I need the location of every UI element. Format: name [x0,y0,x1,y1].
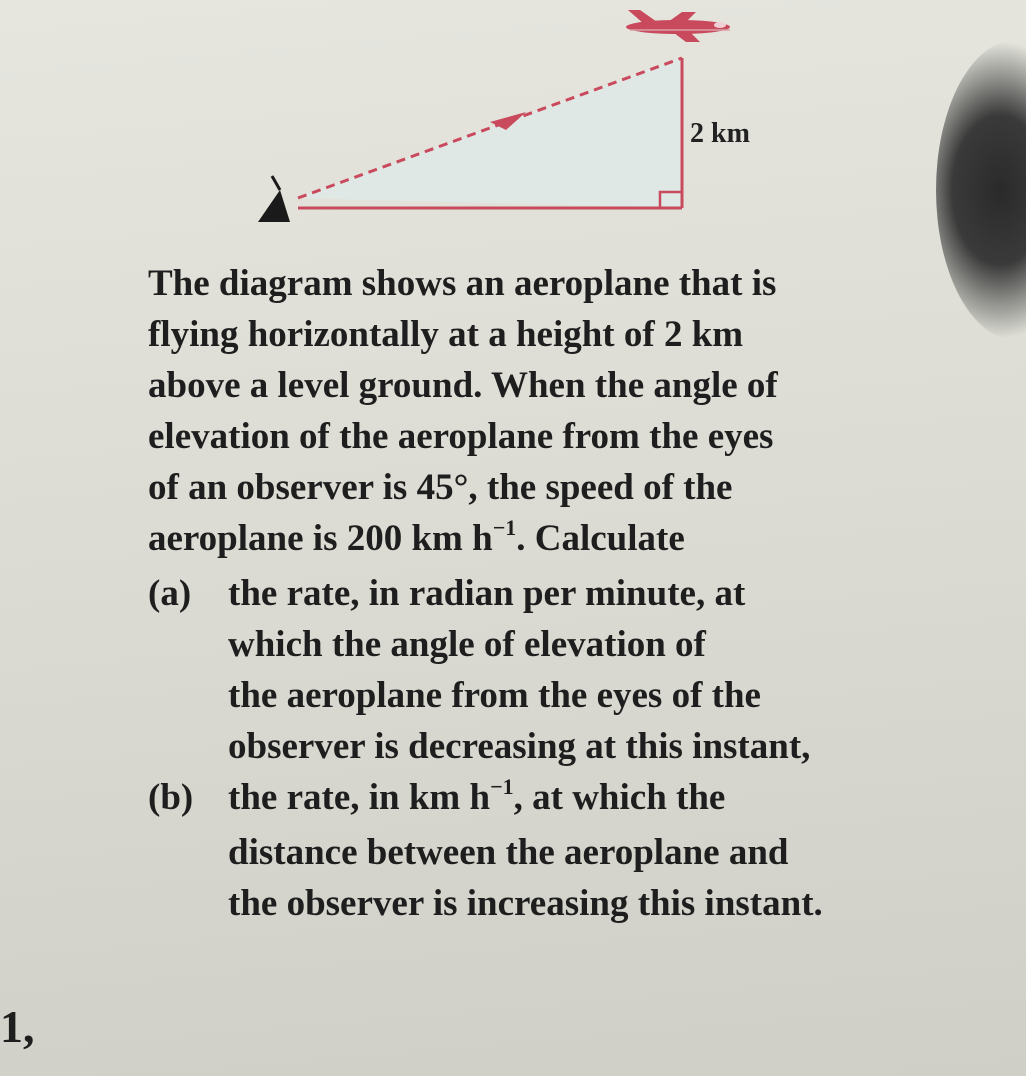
page-shadow [936,40,1026,340]
observer-icon [258,190,290,222]
text-line: elevation of the aeroplane from the eyes [148,416,774,457]
text-line: distance between the aeroplane and [228,832,789,873]
unit-exponent: −1 [492,515,517,540]
rate-text-end: , at which the [513,777,726,818]
text-line: The diagram shows an aeroplane that is [148,263,777,304]
text-line: the rate, in radian per minute, at [228,573,746,614]
text-line: above a level ground. When the angle of [148,365,778,406]
part-a [148,568,908,772]
text-line: the aeroplane from the eyes of the [228,675,761,716]
text-line: the observer is increasing this instant. [228,883,823,924]
text-line [148,513,908,568]
rate-text: the rate, in km h [228,777,491,818]
text-line: which the angle of elevation of [228,624,706,665]
part-b-label: (b) [148,777,194,818]
text-line: of an observer is 45°, the speed of the [148,467,733,508]
calculate-text: . Calculate [516,518,685,559]
height-label: 2 km [690,118,750,149]
margin-mark: 1, [0,1001,35,1052]
aeroplane-icon [626,10,730,42]
text-line: flying horizontally at a height of 2 km [148,314,744,355]
part-a-label: (a) [148,573,192,614]
part-b [148,772,908,929]
unit-exponent: −1 [490,774,514,799]
problem-text [148,258,908,929]
text-line: observer is decreasing at this instant, [228,726,811,767]
text-line [228,772,908,827]
speed-text: aeroplane is 200 km h [148,518,493,559]
